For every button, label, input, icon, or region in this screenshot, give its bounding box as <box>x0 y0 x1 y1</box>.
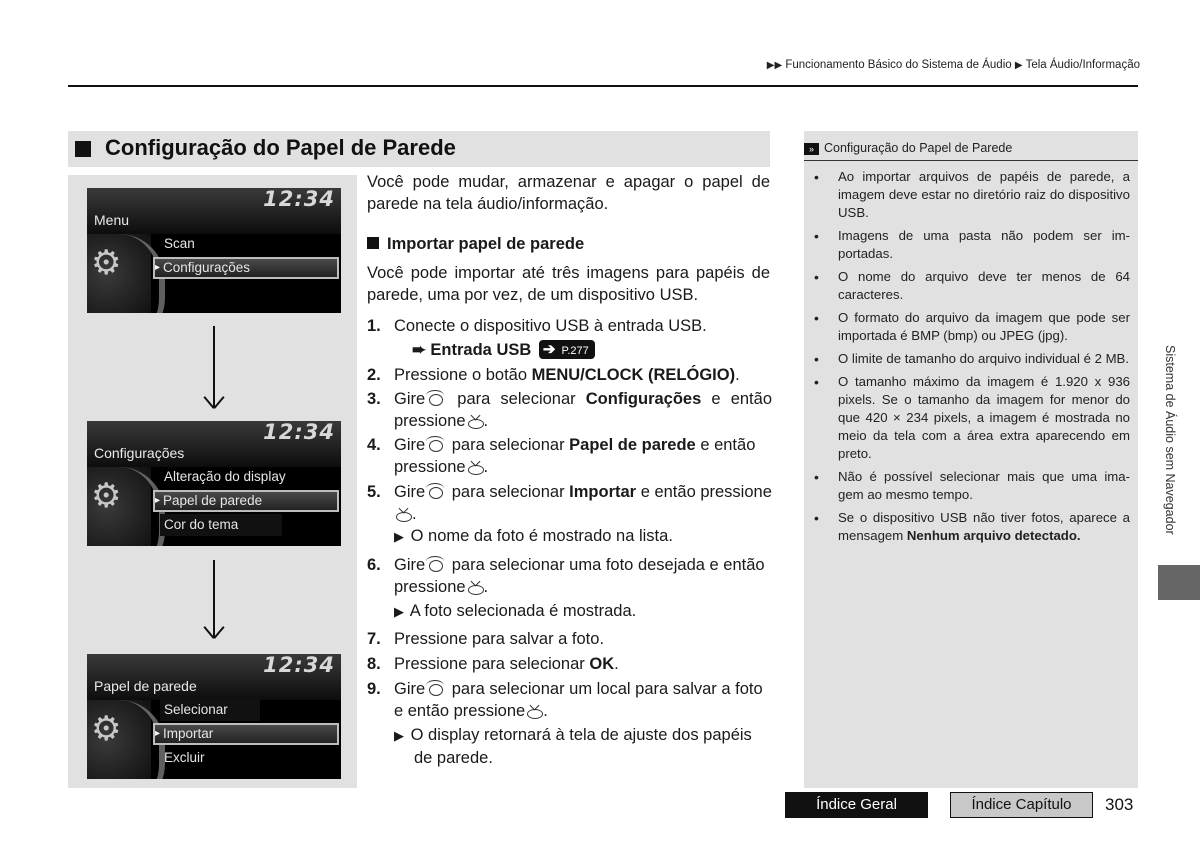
screen-menu-item-selected: ▸ Configurações <box>153 257 339 279</box>
screen-menu-item-selected: ▸ Papel de parede <box>153 490 339 512</box>
double-chevron-icon: » <box>804 143 819 155</box>
screen-menu-item: Selecionar <box>160 699 260 721</box>
gear-icon: ⚙ <box>91 243 122 283</box>
reference-arrow-icon: ➨ <box>412 341 426 359</box>
page-number: 303 <box>1105 795 1134 814</box>
list-item: • O tamanho máximo da imagem é 1.920 x 936 pixels. Se o tamanho da imagem for menor do que 420 × 234 pixels, a imagem é mostrada no meio da tela com a área extra aparecendo em preto. <box>812 373 1130 464</box>
result-arrow-icon: ▶ <box>394 529 404 544</box>
chapter-side-label: Sistema de Áudio sem Navegador <box>1163 345 1177 535</box>
rotate-knob-icon <box>425 436 447 452</box>
sidebar-heading: » Configuração do Papel de Parede <box>804 141 1138 155</box>
breadcrumb <box>767 59 1140 71</box>
sidebar-divider <box>804 160 1138 161</box>
arrow-down-icon <box>201 326 227 410</box>
rotate-knob-icon <box>425 483 447 499</box>
notes-list <box>812 168 1130 550</box>
screen-title: Menu <box>94 212 130 228</box>
result-arrow-icon: ▶ <box>394 728 404 743</box>
rotate-knob-icon <box>425 680 447 696</box>
list-item: • Não é possível selecionar mais que uma ima-gem ao mesmo tempo. <box>812 468 1130 504</box>
list-item: • O nome do arquivo deve ter menos de 64 caracteres. <box>812 268 1130 304</box>
step-7: 7. Pressione para salvar a foto. <box>367 630 605 648</box>
step-6: 6. Gire para selecionar uma foto desejada e então pressione . ▶ A foto selecionada é mostrada. <box>367 556 765 620</box>
screen-menu-item-selected: ▸ Importar <box>153 723 339 745</box>
screen-settings <box>87 421 341 546</box>
list-item: • Ao importar arquivos de papéis de parede, a imagem deve estar no diretório raiz do dispositivo USB. <box>812 168 1130 223</box>
gear-icon: ⚙ <box>91 476 122 516</box>
header-divider <box>68 85 1138 87</box>
screen-menu-item: Scan <box>164 236 195 251</box>
step-3: 3. Gire para selecionar Configurações e então pressione . <box>367 390 772 430</box>
screen-menu-item: Cor do tema <box>160 514 282 536</box>
sub-heading-square-icon <box>367 237 379 249</box>
screen-clock: 12:34 <box>263 654 335 677</box>
press-knob-icon <box>466 458 484 474</box>
list-item: • Se o dispositivo USB não tiver fotos, aparece a mensagem Nenhum arquivo detectado. <box>812 509 1130 545</box>
press-knob-icon <box>525 702 543 718</box>
screen-clock: 12:34 <box>263 421 335 444</box>
screen-wallpaper <box>87 654 341 779</box>
reference-link[interactable]: ➨ Entrada USB ➔ P.277 <box>412 339 595 361</box>
screen-clock: 12:34 <box>263 188 335 211</box>
page-reference-badge[interactable]: ➔ P.277 <box>539 340 595 359</box>
section-title: Configuração do Papel de Parede <box>105 135 456 160</box>
screen-menu-item: Excluir <box>164 750 205 765</box>
step-9: 9. Gire para selecionar um local para salvar a foto e então pressione . ▶ O display retornará à tela de ajuste dos papéis de parede. <box>367 680 763 767</box>
step-4: 4. Gire para selecionar Papel de parede e então pressione . <box>367 436 756 476</box>
arrow-down-icon <box>201 560 227 640</box>
step-8: 8. Pressione para selecionar OK. <box>367 655 619 673</box>
list-item: • Imagens de uma pasta não podem ser im-portadas. <box>812 227 1130 263</box>
arrow-right-icon: ➔ <box>542 341 556 358</box>
breadcrumb-chapter-link[interactable]: Funcionamento Básico do Sistema de Áudio <box>785 59 1012 71</box>
rotate-knob-icon <box>425 390 447 406</box>
general-index-button[interactable]: Índice Geral <box>785 792 928 818</box>
chapter-tab[interactable] <box>1158 565 1200 600</box>
result-arrow-icon: ▶ <box>394 604 404 619</box>
sub-heading: Importar papel de parede <box>367 235 584 254</box>
rotate-knob-icon <box>425 556 447 572</box>
list-item: • O formato do arquivo da imagem que pode ser importada é BMP (bmp) ou JPEG (jpg). <box>812 309 1130 345</box>
breadcrumb-section-link[interactable]: Tela Áudio/Informação <box>1025 59 1140 71</box>
chapter-index-button[interactable]: Índice Capítulo <box>950 792 1093 818</box>
step-2: 2. Pressione o botão MENU/CLOCK (RELÓGIO). <box>367 366 740 384</box>
step-5: 5. Gire para selecionar Importar e então pressione . ▶ O nome da foto é mostrado na lista. <box>367 483 772 545</box>
section-square-icon <box>75 141 91 157</box>
step-1: 1. Conecte o dispositivo USB à entrada USB. <box>367 317 707 335</box>
screen-title: Papel de parede <box>94 678 197 694</box>
screen-menu-item: Alteração do display <box>164 469 286 484</box>
intro-paragraph: Você pode mudar, armazenar e apagar o papel de parede na tela áudio/informação. <box>367 173 770 213</box>
arrow-right-icon: ▶ <box>1014 60 1023 71</box>
double-arrow-icon: ▶▶ <box>766 60 783 71</box>
press-knob-icon <box>466 412 484 428</box>
press-knob-icon <box>466 578 484 594</box>
press-knob-icon <box>394 505 412 521</box>
import-paragraph: Você pode importar até três imagens para papéis de parede, uma por vez, de um dispositivo USB. <box>367 264 770 304</box>
screen-menu <box>87 188 341 313</box>
screen-title: Configurações <box>94 445 185 461</box>
gear-icon: ⚙ <box>91 709 122 749</box>
list-item: • O limite de tamanho do arquivo individual é 2 MB. <box>812 350 1130 368</box>
